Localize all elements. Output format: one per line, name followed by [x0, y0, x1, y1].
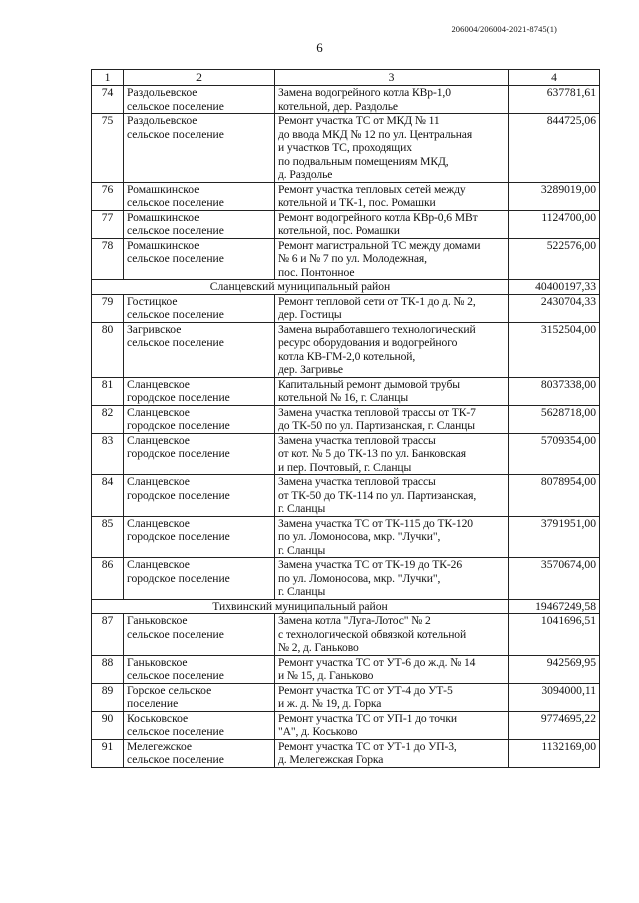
work-description — [275, 475, 509, 517]
settlement-line: Раздольевское — [127, 86, 198, 99]
row-number: 84 — [92, 475, 124, 517]
work-line: Замена участка тепловой трассы — [278, 433, 436, 447]
column-header: 1 — [92, 70, 124, 86]
district-subtotal-row — [92, 280, 600, 295]
table-row — [92, 322, 600, 377]
settlement-line: сельское поселение — [127, 627, 224, 641]
table-row — [92, 614, 600, 656]
work-line: Замена участка тепловой трассы от ТК-7 — [278, 405, 476, 419]
district-total-amount: 40400197,33 — [509, 280, 600, 295]
district-subtotal-row — [92, 599, 600, 614]
settlement-name — [124, 322, 275, 377]
amount: 1132169,00 — [509, 739, 600, 767]
work-line: д. Раздолье — [278, 168, 333, 181]
work-line: Замена котла "Луга-Лотос" № 2 — [278, 614, 431, 627]
settlement-line: Сланцевское — [127, 433, 190, 447]
row-number: 76 — [92, 182, 124, 210]
row-number: 74 — [92, 86, 124, 114]
settlement-name — [124, 294, 275, 322]
table-row — [92, 711, 600, 739]
work-line: по подвальным помещениям МКД, — [278, 154, 449, 168]
amount: 5709354,00 — [509, 433, 600, 475]
work-line: котла КВ-ГМ-2,0 котельной, — [278, 349, 416, 363]
work-line: г. Сланцы — [278, 502, 326, 515]
settlement-line: Сланцевское — [127, 516, 190, 530]
settlement-name — [124, 238, 275, 280]
settlement-name — [124, 655, 275, 683]
work-line: и пер. Почтовый, г. Сланцы — [278, 460, 412, 474]
amount: 3289019,00 — [509, 182, 600, 210]
table-row — [92, 516, 600, 558]
settlement-line: городское поселение — [127, 530, 230, 543]
settlement-line: Горское сельское — [127, 683, 212, 697]
settlement-line: Ромашкинское — [127, 238, 200, 252]
settlement-line: Ромашкинское — [127, 210, 200, 224]
table-row — [92, 238, 600, 280]
table-row — [92, 86, 600, 114]
work-description — [275, 516, 509, 558]
row-number: 82 — [92, 405, 124, 433]
row-number: 90 — [92, 711, 124, 739]
row-number: 80 — [92, 322, 124, 377]
table-row — [92, 655, 600, 683]
heating-repair-table — [91, 69, 600, 768]
table-row — [92, 294, 600, 322]
settlement-line: сельское поселение — [127, 336, 224, 349]
work-line: Ремонт участка ТС от УТ-4 до УТ-5 — [278, 683, 453, 697]
work-line: Ремонт магистральной ТС между домами — [278, 238, 481, 252]
work-description — [275, 322, 509, 377]
page-number: 6 — [316, 40, 323, 55]
table-row — [92, 114, 600, 183]
amount: 5628718,00 — [509, 405, 600, 433]
row-number: 77 — [92, 210, 124, 238]
settlement-line: Сланцевское — [127, 558, 190, 571]
row-number: 83 — [92, 433, 124, 475]
district-total-amount: 19467249,58 — [509, 599, 600, 614]
settlement-name — [124, 182, 275, 210]
settlement-line: городское поселение — [127, 488, 230, 502]
settlement-line: Ганьковское — [127, 614, 188, 627]
column-header: 3 — [275, 70, 509, 86]
amount: 3570674,00 — [509, 558, 600, 600]
amount: 3791951,00 — [509, 516, 600, 558]
settlement-line: сельское поселение — [127, 196, 224, 209]
column-header: 4 — [509, 70, 600, 86]
table-row — [92, 182, 600, 210]
work-description — [275, 294, 509, 322]
work-description — [275, 739, 509, 767]
settlement-line: Ромашкинское — [127, 182, 200, 196]
settlement-line: Сланцевское — [127, 405, 190, 419]
work-line: Ремонт участка ТС от УТ-6 до ж.д. № 14 — [278, 655, 476, 669]
settlement-line: городское поселение — [127, 391, 230, 404]
settlement-line: Мелегежское — [127, 739, 193, 753]
table-row — [92, 210, 600, 238]
settlement-line: Коськовское — [127, 711, 189, 725]
settlement-name — [124, 433, 275, 475]
district-name: Сланцевский муниципальный район — [92, 280, 509, 295]
work-line: Замена участка тепловой трассы — [278, 475, 436, 488]
work-line: Ремонт водогрейного котла КВр-0,6 МВт — [278, 210, 478, 224]
amount: 3094000,11 — [509, 683, 600, 711]
settlement-name — [124, 739, 275, 767]
work-line: дер. Загривье — [278, 363, 343, 376]
table-header-row — [92, 70, 600, 86]
work-description — [275, 711, 509, 739]
settlement-line: Раздольевское — [127, 114, 198, 127]
work-line: Замена участка ТС от ТК-19 до ТК-26 — [278, 558, 463, 571]
work-line: по ул. Ломоносова, мкр. "Лучки", — [278, 530, 441, 543]
work-line: Капитальный ремонт дымовой трубы — [278, 377, 460, 391]
document-id: 206004/206004-2021-8745(1) — [451, 24, 557, 34]
work-line: Ремонт тепловой сети от ТК-1 до д. № 2, — [278, 294, 476, 308]
amount: 844725,06 — [509, 114, 600, 183]
settlement-line: сельское поселение — [127, 725, 224, 738]
work-line: котельной, дер. Раздолье — [278, 99, 398, 113]
work-description — [275, 182, 509, 210]
amount: 3152504,00 — [509, 322, 600, 377]
work-line: котельной № 16, г. Сланцы — [278, 391, 409, 404]
settlement-line: сельское поселение — [127, 753, 224, 766]
work-line: г. Сланцы — [278, 585, 326, 598]
work-line: до ввода МКД № 12 по ул. Центральная — [278, 127, 473, 141]
table-row — [92, 475, 600, 517]
work-line: дер. Гостицы — [278, 308, 342, 321]
work-line: Замена выработавшего технологический — [278, 322, 476, 336]
work-line: котельной и ТК-1, пос. Ромашки — [278, 196, 436, 209]
work-description — [275, 558, 509, 600]
work-line: Замена участка ТС от ТК-115 до ТК-120 — [278, 516, 473, 530]
work-description — [275, 377, 509, 405]
amount: 1124700,00 — [509, 210, 600, 238]
work-description — [275, 655, 509, 683]
work-description — [275, 86, 509, 114]
table-row — [92, 377, 600, 405]
settlement-line: сельское поселение — [127, 224, 224, 237]
work-line: с технологической обвязкой котельной — [278, 627, 467, 641]
work-line: пос. Понтонное — [278, 265, 355, 279]
row-number: 78 — [92, 238, 124, 280]
settlement-line: Сланцевское — [127, 377, 190, 391]
row-number: 91 — [92, 739, 124, 767]
settlement-name — [124, 475, 275, 517]
table-row — [92, 683, 600, 711]
settlement-line: поселение — [127, 697, 179, 710]
row-number: 89 — [92, 683, 124, 711]
table-row — [92, 433, 600, 475]
amount: 522576,00 — [509, 238, 600, 280]
amount: 1041696,51 — [509, 614, 600, 656]
row-number: 86 — [92, 558, 124, 600]
settlement-line: Ганьковское — [127, 655, 188, 669]
work-line: Замена водогрейного котла КВр-1,0 — [278, 86, 451, 99]
column-header: 2 — [124, 70, 275, 86]
work-line: и участков ТС, проходящих — [278, 141, 412, 154]
row-number: 75 — [92, 114, 124, 183]
table-row — [92, 558, 600, 600]
work-description — [275, 405, 509, 433]
amount: 637781,61 — [509, 86, 600, 114]
settlement-line: сельское поселение — [127, 252, 224, 265]
settlement-name — [124, 405, 275, 433]
row-number: 88 — [92, 655, 124, 683]
work-description — [275, 683, 509, 711]
settlement-line: сельское поселение — [127, 669, 224, 682]
settlement-name — [124, 558, 275, 600]
work-line: Ремонт участка ТС от УП-1 до точки — [278, 711, 457, 725]
amount: 9774695,22 — [509, 711, 600, 739]
amount: 8037338,00 — [509, 377, 600, 405]
amount: 8078954,00 — [509, 475, 600, 517]
settlement-line: сельское поселение — [127, 308, 224, 321]
settlement-line: сельское поселение — [127, 127, 224, 141]
settlement-line: Загривское — [127, 322, 182, 336]
work-line: г. Сланцы — [278, 543, 326, 557]
settlement-name — [124, 614, 275, 656]
work-line: № 2, д. Ганьково — [278, 641, 359, 654]
work-description — [275, 614, 509, 656]
work-line: ресурс оборудования и водогрейного — [278, 336, 458, 349]
settlement-name — [124, 210, 275, 238]
settlement-name — [124, 377, 275, 405]
work-line: до ТК-50 по ул. Партизанская, г. Сланцы — [278, 419, 475, 432]
settlement-line: Сланцевское — [127, 475, 190, 488]
settlement-name — [124, 114, 275, 183]
work-line: по ул. Ломоносова, мкр. "Лучки", — [278, 571, 441, 585]
work-description — [275, 433, 509, 475]
work-line: Ремонт участка ТС от УТ-1 до УП-3, — [278, 739, 457, 753]
work-description — [275, 238, 509, 280]
amount: 942569,95 — [509, 655, 600, 683]
work-line: от ТК-50 до ТК-114 по ул. Партизанская, — [278, 488, 477, 502]
work-line: "А", д. Коськово — [278, 725, 358, 738]
settlement-line: Гостицкое — [127, 294, 178, 308]
work-line: д. Мелегежская Горка — [278, 753, 384, 766]
row-number: 79 — [92, 294, 124, 322]
settlement-line: городское поселение — [127, 571, 230, 585]
work-description — [275, 114, 509, 183]
work-line: Ремонт участка ТС от МКД № 11 — [278, 114, 440, 127]
amount: 2430704,33 — [509, 294, 600, 322]
table-row — [92, 405, 600, 433]
settlement-line: городское поселение — [127, 447, 230, 460]
work-description — [275, 210, 509, 238]
settlement-name — [124, 516, 275, 558]
work-line: и № 15, д. Ганьково — [278, 669, 374, 682]
settlement-name — [124, 711, 275, 739]
work-line: и ж. д. № 19, д. Горка — [278, 697, 382, 710]
settlement-line: сельское поселение — [127, 99, 224, 113]
row-number: 87 — [92, 614, 124, 656]
row-number: 85 — [92, 516, 124, 558]
settlement-name — [124, 86, 275, 114]
settlement-name — [124, 683, 275, 711]
table-row — [92, 739, 600, 767]
row-number: 81 — [92, 377, 124, 405]
district-name: Тихвинский муниципальный район — [92, 599, 509, 614]
work-line: от кот. № 5 до ТК-13 по ул. Банковская — [278, 447, 467, 460]
work-line: Ремонт участка тепловых сетей между — [278, 182, 466, 196]
work-line: № 6 и № 7 по ул. Молодежная, — [278, 252, 427, 265]
work-line: котельной, пос. Ромашки — [278, 224, 400, 237]
settlement-line: городское поселение — [127, 419, 230, 432]
